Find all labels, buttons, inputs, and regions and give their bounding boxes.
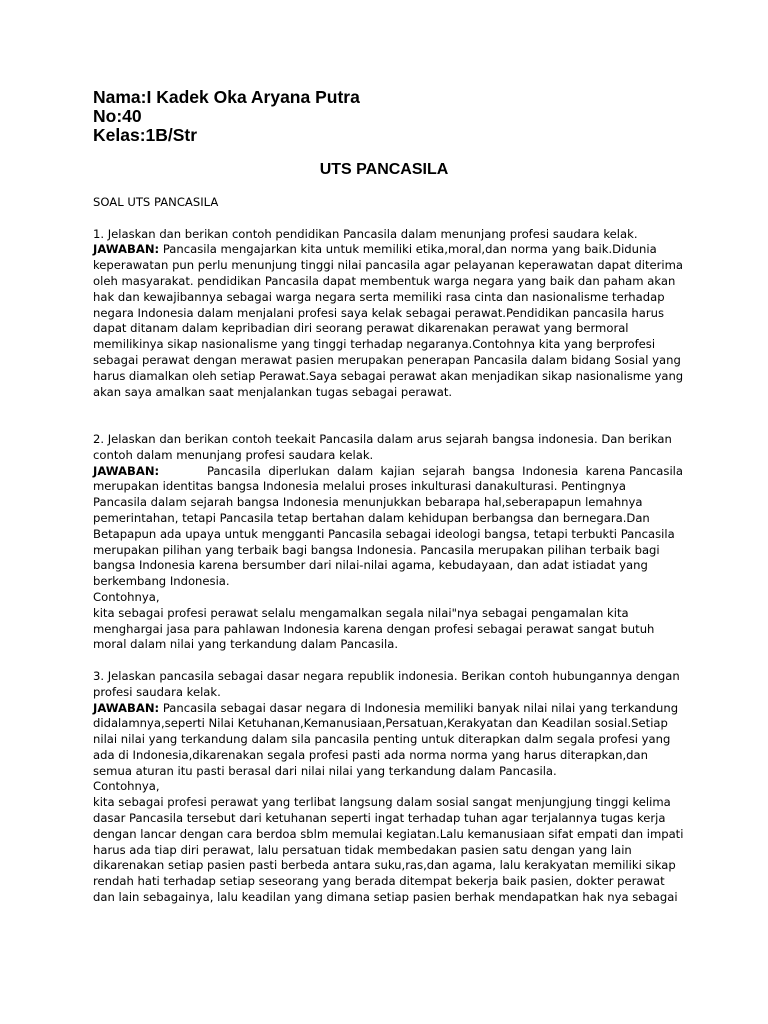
question-line: 3. Jelaskan pancasila sebagai dasar negara republik indonesia. Berikan contoh hubungannya dengan <box>93 668 680 683</box>
question-line: contoh dalam menunjang profesi saudara kelak. <box>93 447 374 462</box>
answer-line: oleh masyarakat. pendidikan Pancasila dapat membentuk warga negara yang baik dan paham akan <box>93 273 676 288</box>
answer-line: didalamnya,seperti Nilai Ketuhanan,Kemanusiaan,Persatuan,Kerakyatan dan Keadilan sosial.Setiap <box>93 716 668 731</box>
question-line: 2. Jelaskan dan berikan contoh teekait Pancasila dalam arus sejarah bangsa indonesia. Dan berikan <box>93 431 672 446</box>
example-line: moral dalam nilai yang terkandung dalam Pancasila. <box>93 637 399 652</box>
example-lines <box>93 606 683 653</box>
question-line: profesi saudara kelak. <box>93 684 221 699</box>
answer-first-line: JAWABAN: Pancasila sebagai dasar negara di Indonesia memiliki banyak nilai nilai yang terkandung <box>93 700 679 715</box>
answer-line: bangsa Indonesia karena bersumber dari nilai-nilai agama, kebudayaan, dan adat istiadat yang <box>93 558 648 573</box>
answer-line: pemerintahan, tetapi Pancasila tetap bertahan dalam kehidupan berbangsa dan bernegara.Dan <box>93 510 650 525</box>
example-line: kita sebagai profesi perawat yang terlibat langsung dalam sosial sangat menjungjung tinggi kelima <box>93 795 671 810</box>
answer-line: sebagai perawat dengan merawat pasien merupakan penerapan Pancasila dalam bidang Sosial yang <box>93 352 681 367</box>
example-line: rendah hati terhadap setiap seseorang yang berada ditempat bekerja baik pasien, dokter perawat <box>93 874 665 889</box>
answer-line: harus diamalkan oleh setiap Perawat.Saya sebagai perawat akan menjadikan sikap nasionalisme yang <box>93 368 684 383</box>
answer-first-text: Pancasila diperlukan dalam kajian sejarah bangsa Indonesia karena Pancasila <box>203 463 683 478</box>
answer-line: nilai nilai yang terkandung dalam sila pancasila penting untuk diterapkan dalm segala profesi yang <box>93 732 671 747</box>
student-name: Nama:I Kadek Oka Aryana Putra <box>93 87 360 107</box>
answer-lines <box>93 716 683 779</box>
answer-line: keperawatan pun perlu menunjung tinggi nilai pancasila agar pelayanan keperawatan dapat diterima <box>93 258 684 273</box>
question-text <box>93 669 683 701</box>
answer-first-line: JAWABAN: Pancasila mengajarkan kita untuk memiliki etika,moral,dan norma yang baik.Didunia <box>93 242 657 257</box>
document-title: UTS PANCASILA <box>319 161 449 178</box>
student-class: Kelas:1B/Str <box>93 125 198 145</box>
example-line: dan lain sebagainya, lalu keadilan yang dimana setiap pasien berhak mendapatkan hak nya sebagai <box>93 890 678 905</box>
answer-lines <box>93 258 683 400</box>
answer-first-line <box>93 464 683 480</box>
answer-label: JAWABAN: <box>93 463 160 478</box>
answer-line: hak dan kewajibannya sebagai warga negara serta memiliki rasa cinta dan nasionalisme terhadap <box>93 289 665 304</box>
answer-line: merupakan pilihan yang terbaik bagi bangsa Indonesia. Pancasila merupakan pilihan terbaik bagi <box>93 542 660 557</box>
answer-lines <box>93 479 683 590</box>
answer-line: semua aturan itu pasti berasal dari nilai nilai yang terkandung dalam Pancasila. <box>93 763 557 778</box>
answer-line: negara Indonesia dalam menjalani profesi saya kelak sebagai perawat.Pendidikan pancasila harus <box>93 305 665 320</box>
answer-line: berkembang Indonesia. <box>93 574 230 589</box>
question-text: 1. Jelaskan dan berikan contoh pendidikan Pancasila dalam menunjang profesi saudara kelak. <box>93 226 638 241</box>
example-line: kita sebagai profesi perawat selalu mengamalkan segala nilai"nya sebagai pengamalan kita <box>93 605 629 620</box>
question-1 <box>93 227 683 401</box>
question-text <box>93 432 683 464</box>
example-label: Contohnya, <box>93 779 160 794</box>
answer-line: merupakan identitas bangsa Indonesia melalui proses inkulturasi danakulturasi. Pentingnya <box>93 479 626 494</box>
student-number: No:40 <box>93 106 142 126</box>
answer-line: akan saya amalkan saat menjalankan tugas sebagai perawat. <box>93 384 453 399</box>
example-label: Contohnya, <box>93 589 160 604</box>
example-line: dikarenakan setiap pasien pasti berbeda antara suku,ras,dan agama, lalu kerakyatan memiliki sikap <box>93 858 676 873</box>
answer-line: memilikinya sikap nasionalisme yang tinggi terhadap negaranya.Contohnya kita yang berprofesi <box>93 337 656 352</box>
answer-line: dapat ditanam dalam kepribadian diri seorang perawat dikarenakan perawat yang bermoral <box>93 321 629 336</box>
answer-line: Betapapun ada upaya untuk mengganti Pancasila sebagai ideologi bangsa, tetapi terbukti Pancasila <box>93 526 675 541</box>
example-lines <box>93 795 683 906</box>
question-3 <box>93 669 683 906</box>
soal-title: SOAL UTS PANCASILA <box>93 195 219 209</box>
document-body <box>93 195 683 906</box>
answer-line: Pancasila dalam sejarah bangsa Indonesia menunjukkan bebarapa hal,seberapapun lemahnya <box>93 495 643 510</box>
answer-line: ada di Indonesia,dikarenakan segala profesi pasti ada norma norma yang harus diterapkan,dan <box>93 747 648 762</box>
example-line: menghargai jasa para pahlawan Indonesia karena dengan profesi sebagai perawat sangat butuh <box>93 621 655 636</box>
question-2 <box>93 432 683 653</box>
example-line: dengan lancar dengan cara berdoa sblm memulai kegiatan.Lalu kemanusiaan sifat empati dan impati <box>93 826 684 841</box>
answer-label: JAWABAN: <box>93 242 160 257</box>
example-line: harus ada tiap diri perawat, lalu persatuan tidak membedakan pasien satu dengan yang lain <box>93 842 632 857</box>
example-line: dasar Pancasila tersebut dari ketuhanan seperti ingat terhadap tuhan agar terjalannya tugas kerja <box>93 811 666 826</box>
student-info <box>93 88 360 145</box>
answer-label: JAWABAN: <box>93 700 160 715</box>
